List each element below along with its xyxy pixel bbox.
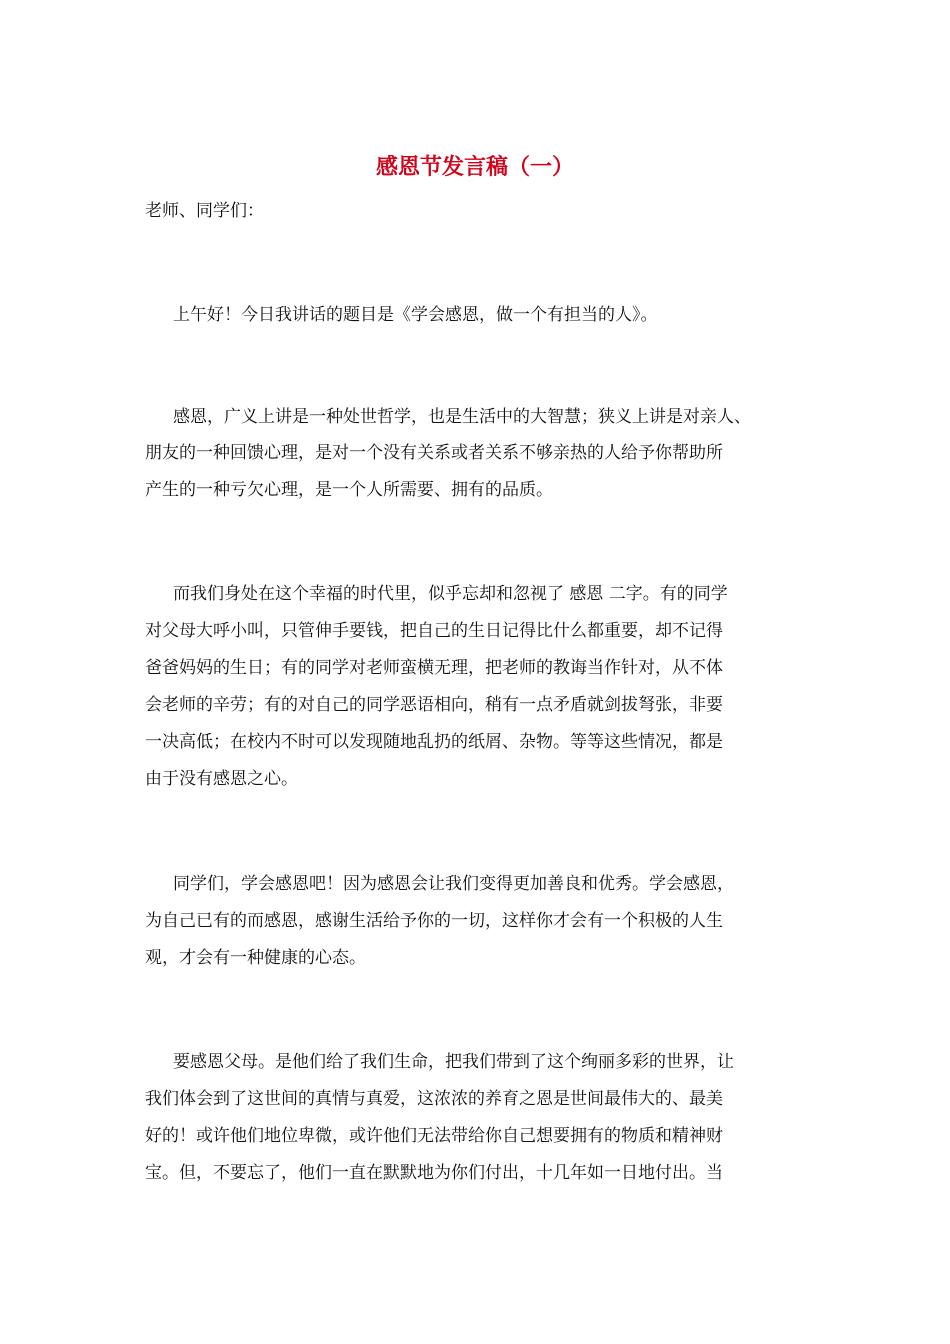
paragraph-line: 同学们，学会感恩吧！因为感恩会让我们变得更加善良和优秀。学会感恩， (173, 874, 734, 894)
greeting: 老师、同学们： (145, 201, 264, 221)
paragraph-line: 对父母大呼小叫，只管伸手要钱，把自己的生日记得比什么都重要，却不记得 (145, 621, 723, 641)
document-title: 感恩节发言稿（一） (375, 155, 574, 180)
paragraph-line: 好的！或许他们地位卑微，或许他们无法带给你自己想要拥有的物质和精神财 (145, 1126, 723, 1146)
paragraph-line: 朋友的一种回馈心理，是对一个没有关系或者关系不够亲热的人给予你帮助所 (145, 443, 723, 463)
paragraph-line: 宝。但，不要忘了，他们一直在默默地为你们付出，十几年如一日地付出。当 (145, 1163, 723, 1183)
paragraph-line: 产生的一种亏欠心理，是一个人所需要、拥有的品质。 (145, 480, 553, 500)
paragraph-line: 为自己已有的而感恩，感谢生活给予你的一切，这样你才会有一个积极的人生 (145, 911, 723, 931)
paragraph-line: 爸爸妈妈的生日；有的同学对老师蛮横无理，把老师的教诲当作针对，从不体 (145, 658, 723, 678)
paragraph-line: 由于没有感恩之心。 (145, 769, 298, 789)
paragraph-line: 我们体会到了这世间的真情与真爱，这浓浓的养育之恩是世间最伟大的、最美 (145, 1089, 723, 1109)
paragraph-line: 感恩，广义上讲是一种处世哲学，也是生活中的大智慧；狭义上讲是对亲人、 (173, 407, 751, 427)
paragraph-line: 一决高低；在校内不时可以发现随地乱扔的纸屑、杂物。等等这些情况，都是 (145, 732, 723, 752)
paragraph-line: 观，才会有一种健康的心态。 (145, 948, 366, 968)
paragraph-line: 而我们身处在这个幸福的时代里，似乎忘却和忽视了 感恩 二字。有的同学 (173, 584, 728, 604)
paragraph-line: 上午好！今日我讲话的题目是《学会感恩，做一个有担当的人》。 (173, 305, 658, 325)
paragraph-line: 会老师的辛劳；有的对自己的同学恶语相向，稍有一点矛盾就剑拔弩张，非要 (145, 695, 723, 715)
paragraph-line: 要感恩父母。是他们给了我们生命，把我们带到了这个绚丽多彩的世界，让 (173, 1052, 734, 1072)
